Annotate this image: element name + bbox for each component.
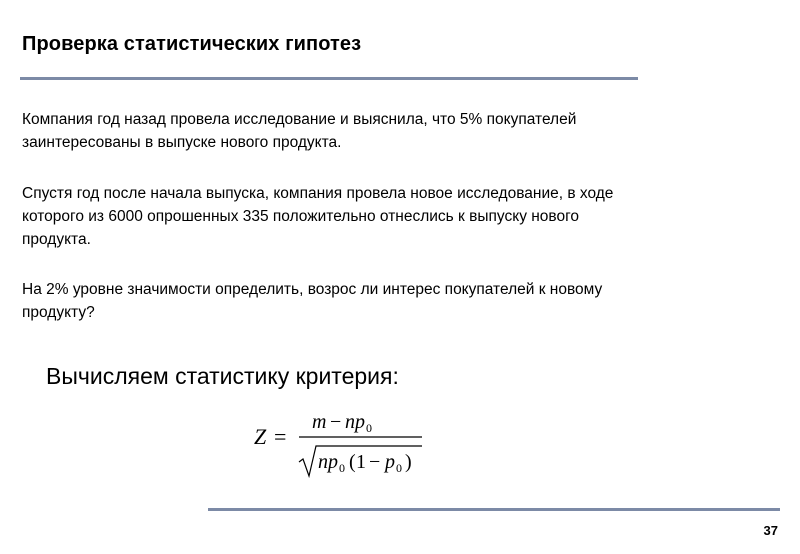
denominator-n: n <box>318 451 328 473</box>
footer-divider <box>208 508 780 511</box>
subheading: Вычисляем статистику критерия: <box>46 363 399 389</box>
paragraph-2-line-1: Спустя год после начала выпуска, компания провела новое исследование, в ходе <box>22 185 614 202</box>
numerator-n: n <box>345 411 355 433</box>
formula-svg <box>252 404 432 482</box>
denominator-open-paren: ( <box>349 451 356 473</box>
numerator-m: m <box>312 411 327 433</box>
paragraph-2 <box>22 182 722 251</box>
paragraph-3-line-2: продукту? <box>22 304 95 321</box>
paragraph-2-line-2: которого из 6000 опрошенных 335 положительно отнеслись к выпуску нового <box>22 208 580 225</box>
paragraph-1 <box>22 108 722 154</box>
denominator-p2: p <box>385 451 395 473</box>
z-statistic-formula <box>252 404 432 482</box>
numerator-p: p <box>355 411 365 433</box>
paragraph-1-line-2: заинтересованы в выпуске нового продукта. <box>22 134 342 151</box>
numerator-subscript: 0 <box>366 421 372 435</box>
denominator-minus: − <box>369 451 381 473</box>
denominator-p: p <box>328 451 338 473</box>
paragraph-3-line-1: На 2% уровне значимости определить, возрос ли интерес покупателей к новому <box>22 281 603 298</box>
denominator-subscript-2: 0 <box>396 461 402 475</box>
paragraph-1-line-1: Компания год назад провела исследование и выяснила, что 5% покупателей <box>22 111 577 128</box>
slide-title: Проверка статистических гипотез <box>22 33 362 55</box>
formula-lhs: Z <box>254 424 267 449</box>
denominator-subscript: 0 <box>339 461 345 475</box>
formula-equals: = <box>274 424 287 449</box>
paragraph-3 <box>22 278 722 324</box>
title-divider <box>20 77 638 80</box>
paragraph-2-line-3: продукта. <box>22 231 91 248</box>
page-number: 37 <box>763 523 778 538</box>
denominator-one: 1 <box>356 451 366 473</box>
numerator-minus: − <box>330 411 342 433</box>
denominator-close-paren: ) <box>405 451 412 473</box>
